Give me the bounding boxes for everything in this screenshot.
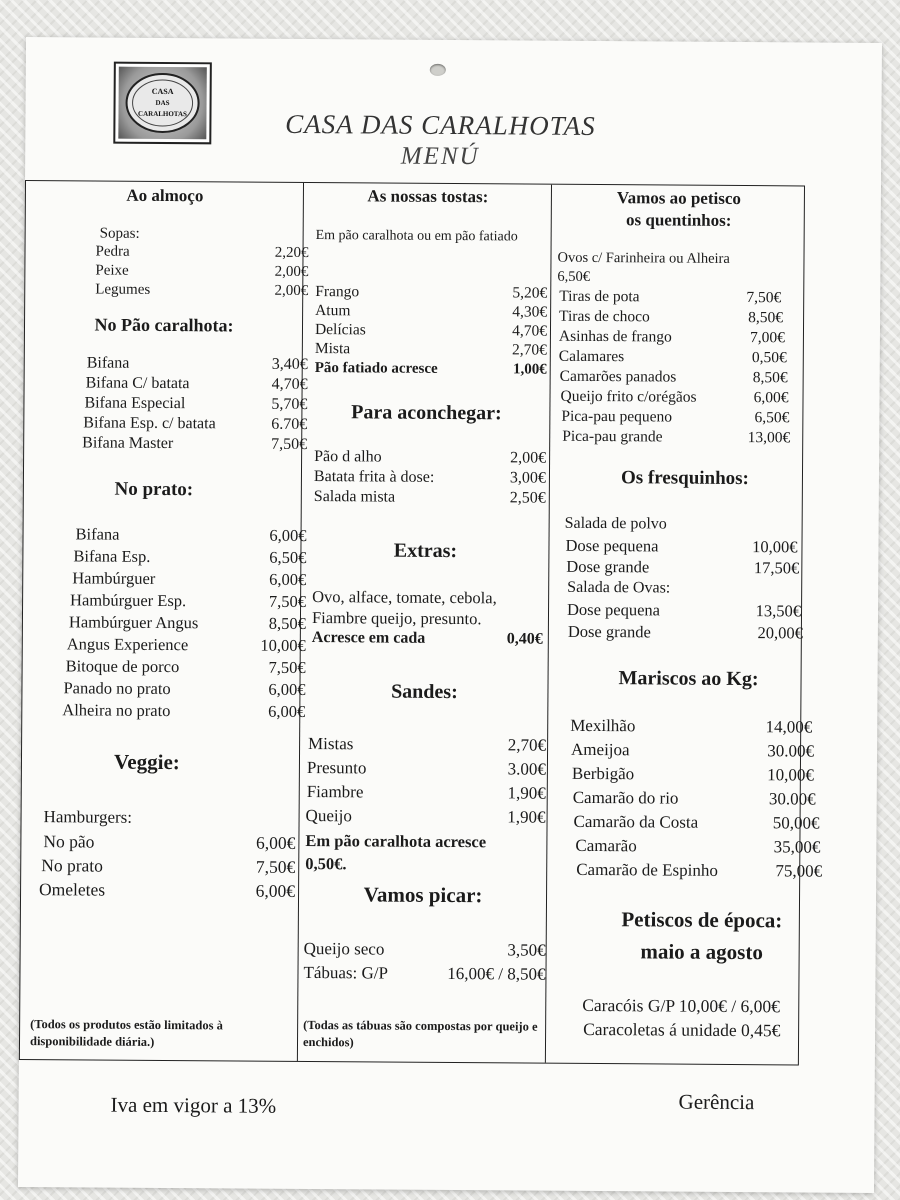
punch-hole xyxy=(430,64,446,76)
svg-text:CASA: CASA xyxy=(151,86,174,97)
list-item: Bifana 6,00€ xyxy=(75,524,307,545)
list-item: Berbigão 10,00€ xyxy=(571,763,814,785)
list-item: Peixe 2,00€ xyxy=(95,262,309,281)
menu-sheet xyxy=(18,37,882,1193)
section-heading-extras: Extras: xyxy=(393,539,458,563)
restaurant-name: CASA DAS CARALHOTAS xyxy=(285,108,596,142)
list-item: Tiras de choco 8,50€ xyxy=(559,307,784,327)
list-item: Hambúrguer Angus 8,50€ xyxy=(68,612,307,633)
list-item: Tiras de pota 7,50€ xyxy=(559,287,782,307)
sandes-note-line-2: 0,50€. xyxy=(305,853,347,874)
list-item: Pica-pau pequeno 6,50€ xyxy=(561,407,790,427)
list-item: Dose grande 17,50€ xyxy=(566,556,800,578)
section-heading-epoca: Petiscos de época: xyxy=(621,907,783,933)
list-item: Hambúrguer Esp. 7,50€ xyxy=(70,590,307,611)
list-item: Camarão da Costa 50,00€ xyxy=(573,811,820,833)
list-item: Bifana Especial 5,70€ xyxy=(84,394,308,413)
ovas-label: Salada de Ovas: xyxy=(567,578,671,597)
list-item: Queijo seco 3,50€ xyxy=(303,938,546,960)
list-item: Camarão 35,00€ xyxy=(575,835,821,857)
list-item: Bifana Esp. c/ batata 6.70€ xyxy=(83,414,308,433)
column-left xyxy=(20,181,309,1061)
list-item: Ameijoa 30.00€ xyxy=(570,739,815,761)
section-heading-aconchegar: Para aconchegar: xyxy=(351,401,502,425)
list-item: Batata frita à dose: 3,00€ xyxy=(313,468,547,487)
hamburgers-label: Hamburgers: xyxy=(43,807,133,827)
extras-line-1: Ovo, alface, tomate, cebola, xyxy=(312,587,497,608)
list-item: Panado no prato 6,00€ xyxy=(63,678,306,699)
list-item: Alheira no prato 6,00€ xyxy=(62,700,306,721)
logo-emblem xyxy=(118,67,207,140)
section-heading-veggie: Veggie: xyxy=(114,749,180,775)
list-item: Bifana C/ batata 4,70€ xyxy=(85,374,308,394)
ovos-price: 6,50€ xyxy=(557,268,591,285)
list-item: Acresce em cada 0,40€ xyxy=(311,629,543,648)
list-item: Dose pequena 10,00€ xyxy=(565,535,798,557)
list-item: Bitoque de porco 7,50€ xyxy=(65,656,306,677)
ovos-line: Ovos c/ Farinheira ou Alheira xyxy=(557,249,730,267)
list-item: No prato 7,50€ xyxy=(41,855,296,877)
section-heading-sandes: Sandes: xyxy=(391,680,458,704)
list-item: Mistas 2,70€ xyxy=(308,734,547,755)
availability-note: (Todos os produtos estão limitados à disponibilidade diária.) xyxy=(29,1017,223,1049)
section-heading-picar: Vamos picar: xyxy=(363,882,483,908)
svg-text:DAS: DAS xyxy=(155,98,170,108)
gerencia-signature: Gerência xyxy=(678,1089,755,1115)
iva-note: Iva em vigor a 13% xyxy=(110,1092,277,1118)
list-item: Dose grande 20,00€ xyxy=(567,621,803,643)
list-item: Mista 2,70€ xyxy=(314,340,547,359)
list-item: Fiambre 1,90€ xyxy=(306,782,546,803)
extras-line-2: Fiambre queijo, presunto. xyxy=(311,608,482,629)
list-item: Bifana 3,40€ xyxy=(86,354,308,374)
section-heading-petisco: Vamos ao petisco xyxy=(616,188,741,209)
list-item: Queijo 1,90€ xyxy=(305,805,546,827)
menu-title: MENÚ xyxy=(400,142,480,171)
list-item: Mexilhão 14,00€ xyxy=(570,715,813,737)
list-item: Camarão do rio 30.00€ xyxy=(572,787,816,809)
section-heading-mariscos: Mariscos ao Kg: xyxy=(618,667,759,691)
list-item: Pão fatiado acresce 1,00€ xyxy=(314,360,547,378)
section-heading-fresquinhos: Os fresquinhos: xyxy=(620,467,750,490)
section-heading-tostas: As nossas tostas: xyxy=(367,186,489,207)
list-item: Tábuas: G/P 16,00€ / 8,50€ xyxy=(303,962,546,984)
list-item: Camarão de Espinho 75,00€ xyxy=(576,859,823,881)
logo-seal-icon xyxy=(122,71,202,136)
list-item: Dose pequena 13,50€ xyxy=(566,599,802,621)
section-heading-quentinhos: os quentinhos: xyxy=(626,210,732,230)
list-item: Pica-pau grande 13,00€ xyxy=(562,427,791,447)
list-item: Delícias 4,70€ xyxy=(314,321,548,340)
tabuas-note: (Todas as tábuas são compostas por queijo e enchidos) xyxy=(302,1017,538,1050)
section-heading-epoca-dates: maio a agosto xyxy=(640,939,763,965)
polvo-label: Salada de polvo xyxy=(564,514,667,533)
logo xyxy=(113,62,212,145)
list-item: Camarões panados 8,50€ xyxy=(559,367,788,387)
tostas-intro: Em pão caralhota ou em pão fatiado xyxy=(315,228,518,245)
list-item: Legumes 2,00€ xyxy=(95,281,309,300)
list-item: Bifana Esp. 6,50€ xyxy=(73,546,307,567)
sandes-note-line-1: Em pão caralhota acresce xyxy=(305,830,487,852)
caracoletas-line: Caracoletas á unidade 0,45€ xyxy=(583,1018,781,1041)
list-item: Presunto 3.00€ xyxy=(306,758,546,779)
column-right xyxy=(546,185,823,1065)
column-middle xyxy=(298,183,552,1063)
list-item: Salada mista 2,50€ xyxy=(313,488,546,507)
list-item: Calamares 0,50€ xyxy=(558,347,787,367)
list-item: Hambúrguer 6,00€ xyxy=(72,568,307,589)
list-item: Atum 4,30€ xyxy=(315,302,548,321)
list-item: Frango 5,20€ xyxy=(315,283,548,302)
list-item: Pedra 2,20€ xyxy=(95,243,309,262)
caracois-line: Caracóis G/P 10,00€ / 6,00€ xyxy=(582,994,781,1017)
list-item: Bifana Master 7,50€ xyxy=(82,434,308,453)
svg-text:CARALHOTAS: CARALHOTAS xyxy=(138,109,187,119)
section-heading-prato: No prato: xyxy=(114,478,194,501)
list-item: Omeletes 6,00€ xyxy=(39,879,296,901)
section-heading-pao: No Pão caralhota: xyxy=(94,314,234,336)
section-heading-almoco: Ao almoço xyxy=(126,185,204,206)
list-item: Pão d alho 2,00€ xyxy=(314,448,547,467)
list-item: Queijo frito c/orégãos 6,00€ xyxy=(560,387,789,407)
menu-table xyxy=(19,180,823,1065)
list-item: No pão 6,00€ xyxy=(43,831,296,853)
list-item: Asinhas de frango 7,00€ xyxy=(558,327,786,347)
list-item: Angus Experience 10,00€ xyxy=(66,634,306,655)
sopas-label: Sopas: xyxy=(99,225,140,242)
